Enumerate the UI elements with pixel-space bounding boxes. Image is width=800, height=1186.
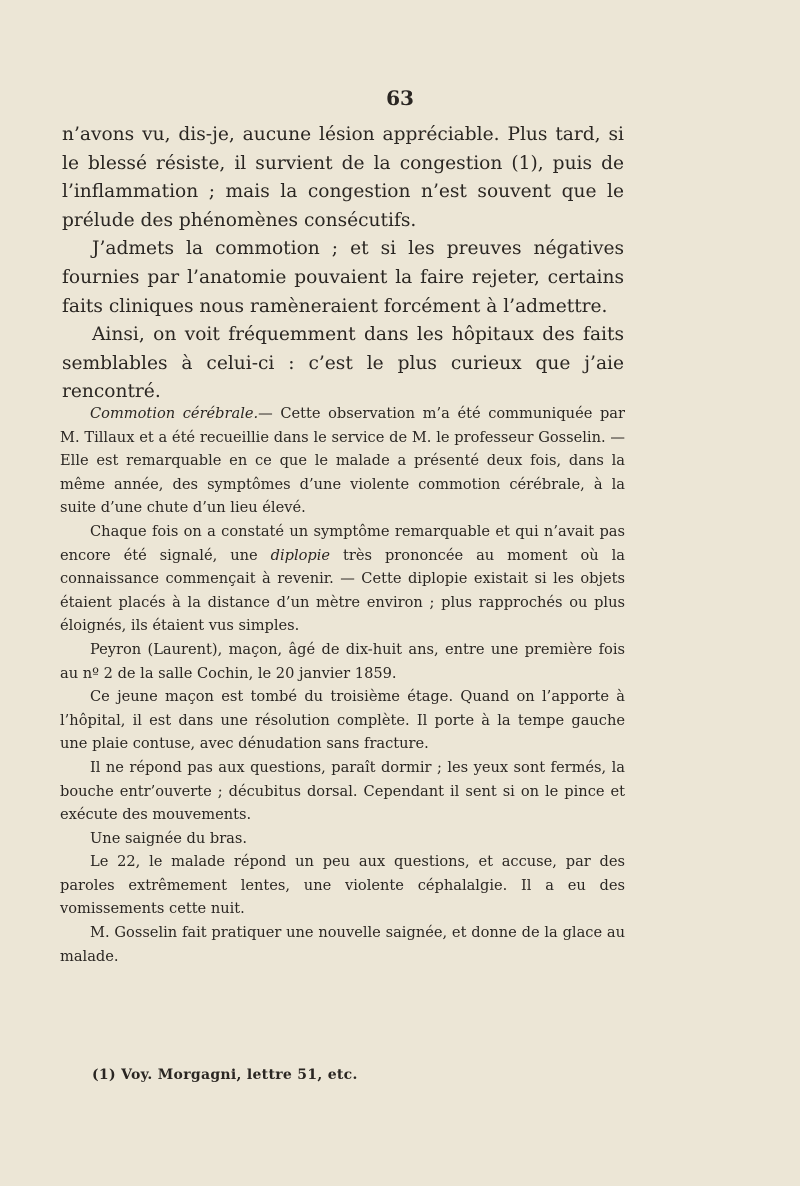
footnote: (1) Voy. Morgagni, lettre 51, etc. — [92, 1067, 358, 1083]
observation-paragraph-2 — [60, 520, 625, 638]
observation-paragraph-7: Le 22, le malade répond un peu aux questions, et accuse, par des paroles extrêmement lentes, une violente céphalalgie. Il a eu des vomissements cette nuit. — [60, 853, 625, 918]
observation-paragraph-8: M. Gosselin fait pratiquer une nouvelle saignée, et donne de la glace au malade. — [60, 924, 625, 965]
observation-paragraph-5: Il ne répond pas aux questions, paraît dormir ; les yeux sont fermés, la bouche entr’ouverte ; décubitus dorsal. Cependant il sent si on le pince et exécute des mouvements. — [60, 758, 625, 824]
observation-paragraph-6: Une saignée du bras. — [90, 829, 248, 847]
intro-paragraph-1: n’avons vu, dis-je, aucune lésion appréciable. Plus tard, si le blessé résiste, il survient de la congestion (1), puis de l’inflammation ; mais la congestion n’est souvent que le prélude des phénomènes consécutifs. — [62, 124, 624, 231]
p2-after: très prononcée au moment où la connaissance commençait à revenir. — Cette diplopie existait si les objets étaient placés à la distance d’un mètre environ ; plus rapprochés ou plus éloignés, ils étaient vus simples. — [60, 546, 626, 635]
observation-paragraph-4: Ce jeune maçon est tombé du troisième étage. Quand on l’apporte à l’hôpital, il est dans une résolution complète. Il porte à la tempe gauche une plaie contuse, avec dénudation sans fracture. — [60, 688, 625, 753]
p2-before: Chaque fois on a constaté un symptôme remarquable et qui n’avait pas encore été signalé, une — [60, 522, 625, 564]
intro-paragraph-2: J’admets la commotion ; et si les preuves négatives fournies par l’anatomie pouvaient la faire rejeter, certains faits cliniques nous ramèneraient forcément à l’admettre. — [62, 238, 624, 317]
observation-heading-text: — Cette observation m’a été communiquée par M. Tillaux et a été recueillie dans le service de M. le professeur Gosselin. — Elle est remarquable en ce que le malade a présenté deux fois, dans la même année, des symptômes d’une violente commotion cérébrale, à la suite d’une chute d’un lieu élevé. — [60, 405, 625, 517]
intro-text-block — [62, 121, 624, 407]
p2-italic: diplopie — [270, 546, 331, 564]
observation-paragraph-1 — [60, 402, 625, 520]
observation-block — [60, 402, 625, 968]
observation-heading: Commotion cérébrale. — [90, 405, 259, 422]
page-number: 63 — [386, 86, 414, 110]
observation-paragraph-3: Peyron (Laurent), maçon, âgé de dix-huit ans, entre une première fois au nº 2 de la salle Cochin, le 20 janvier 1859. — [60, 640, 625, 682]
intro-paragraph-3: Ainsi, on voit fréquemment dans les hôpitaux des faits semblables à celui-ci : c’est le plus curieux que j’aie rencontré. — [62, 324, 624, 403]
